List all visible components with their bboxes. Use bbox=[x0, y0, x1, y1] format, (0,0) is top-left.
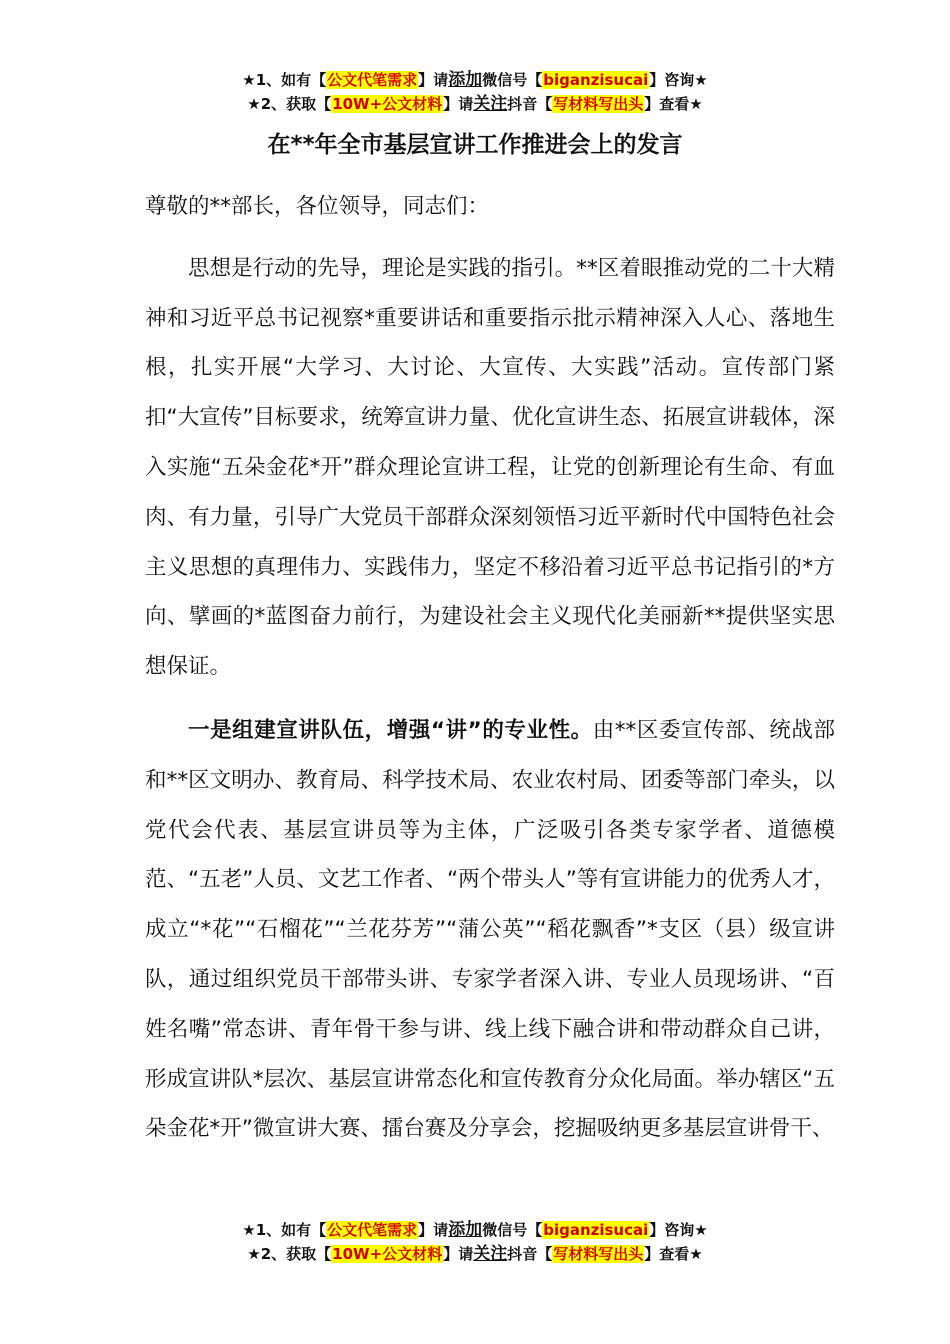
star-icon: ★ bbox=[689, 95, 703, 113]
salutation: 尊敬的**部长，各位领导，同志们： bbox=[145, 194, 490, 219]
banner-text: 】请 bbox=[418, 71, 449, 89]
star-icon: ★ bbox=[247, 95, 261, 113]
highlight-douyin-name: 写材料写出头 bbox=[553, 1245, 644, 1263]
banner-text: 】咨询 bbox=[649, 71, 695, 89]
underline-add: 添加 bbox=[448, 70, 483, 90]
paragraph-point-one bbox=[145, 706, 835, 1154]
star-icon: ★ bbox=[242, 1221, 256, 1239]
banner-text: 微信号【 bbox=[482, 1221, 543, 1239]
highlight-service: 公文代笔需求 bbox=[327, 71, 418, 89]
star-icon: ★ bbox=[689, 1245, 703, 1263]
underline-follow: 关注 bbox=[473, 1244, 508, 1264]
banner-line-2 bbox=[0, 92, 950, 116]
paragraph-lead: 一是组建宣讲队伍，增强“讲”的专业性。 bbox=[188, 717, 593, 743]
highlight-materials: 10W+公文材料 bbox=[332, 1245, 443, 1263]
highlight-materials: 10W+公文材料 bbox=[332, 95, 443, 113]
banner-text: 】请 bbox=[418, 1221, 449, 1239]
header-banner bbox=[0, 68, 950, 116]
banner-line-2 bbox=[0, 1242, 950, 1266]
banner-text: 】咨询 bbox=[649, 1221, 695, 1239]
banner-text: 】请 bbox=[443, 95, 474, 113]
underline-follow: 关注 bbox=[473, 94, 508, 114]
document-body bbox=[145, 182, 835, 1154]
highlight-wechat-id: biganzisucai bbox=[543, 71, 649, 89]
paragraph-text: 由**区委宣传部、统战部和**区文明办、教育局、科学技术局、农业农村局、团委等部门牵头，以党代会代表、基层宣讲员等为主体，广泛吸引各类专家学者、道德模范、“五老”人员、文艺工作者、“两个带头人”等有宣讲能力的优秀人才，成立“*花”“石榴花”“兰花芬芳”“蒲公英”“稻花飘香”*支区（县）级宣讲队，通过组织党员干部带头讲、专家学者深入讲、专业人员现场讲、“百姓名嘴”常态讲、青年骨干参与讲、线上线下融合讲和带动群众自己讲，形成宣讲队*层次、基层宣讲常态化和宣传教育分众化局面。举办辖区“五朵金花*开”微宣讲大赛、擂台赛及分享会，挖掘吸纳更多基层宣讲骨干、 bbox=[145, 717, 835, 1142]
banner-text: 】查看 bbox=[644, 95, 690, 113]
banner-text: 2、获取【 bbox=[260, 1245, 332, 1263]
highlight-wechat-id: biganzisucai bbox=[543, 1221, 649, 1239]
footer-banner bbox=[0, 1218, 950, 1266]
banner-text: 微信号【 bbox=[482, 71, 543, 89]
banner-text: 抖音【 bbox=[507, 95, 553, 113]
star-icon: ★ bbox=[694, 71, 708, 89]
star-icon: ★ bbox=[242, 71, 256, 89]
banner-text: 】查看 bbox=[644, 1245, 690, 1263]
banner-text: 1、如有【 bbox=[255, 71, 327, 89]
paragraph-intro: 思想是行动的先导，理论是实践的指引。**区着眼推动党的二十大精神和习近平总书记视察*重要讲话和重要指示批示精神深入人心、落地生根，扎实开展“大学习、大讨论、大宣传、大实践”活动。宣传部门紧扣“大宣传”目标要求，统筹宣讲力量、优化宣讲生态、拓展宣讲载体，深入实施“五朵金花*开”群众理论宣讲工程，让党的创新理论有生命、有血肉、有力量，引导广大党员干部群众深刻领悟习近平新时代中国特色社会主义思想的真理伟力、实践伟力，坚定不移沿着习近平总书记指引的*方向、擘画的*蓝图奋力前行，为建设社会主义现代化美丽新**提供坚实思想保证。 bbox=[145, 255, 835, 680]
star-icon: ★ bbox=[247, 1245, 261, 1263]
highlight-service: 公文代笔需求 bbox=[327, 1221, 418, 1239]
banner-text: 抖音【 bbox=[507, 1245, 553, 1263]
underline-add: 添加 bbox=[448, 1220, 483, 1240]
banner-text: 1、如有【 bbox=[255, 1221, 327, 1239]
document-title: 在**年全市基层宣讲工作推进会上的发言 bbox=[267, 132, 683, 158]
banner-text: 】请 bbox=[443, 1245, 474, 1263]
highlight-douyin-name: 写材料写出头 bbox=[553, 95, 644, 113]
banner-line-1 bbox=[0, 68, 950, 92]
banner-text: 2、获取【 bbox=[260, 95, 332, 113]
banner-line-1 bbox=[0, 1218, 950, 1242]
star-icon: ★ bbox=[694, 1221, 708, 1239]
